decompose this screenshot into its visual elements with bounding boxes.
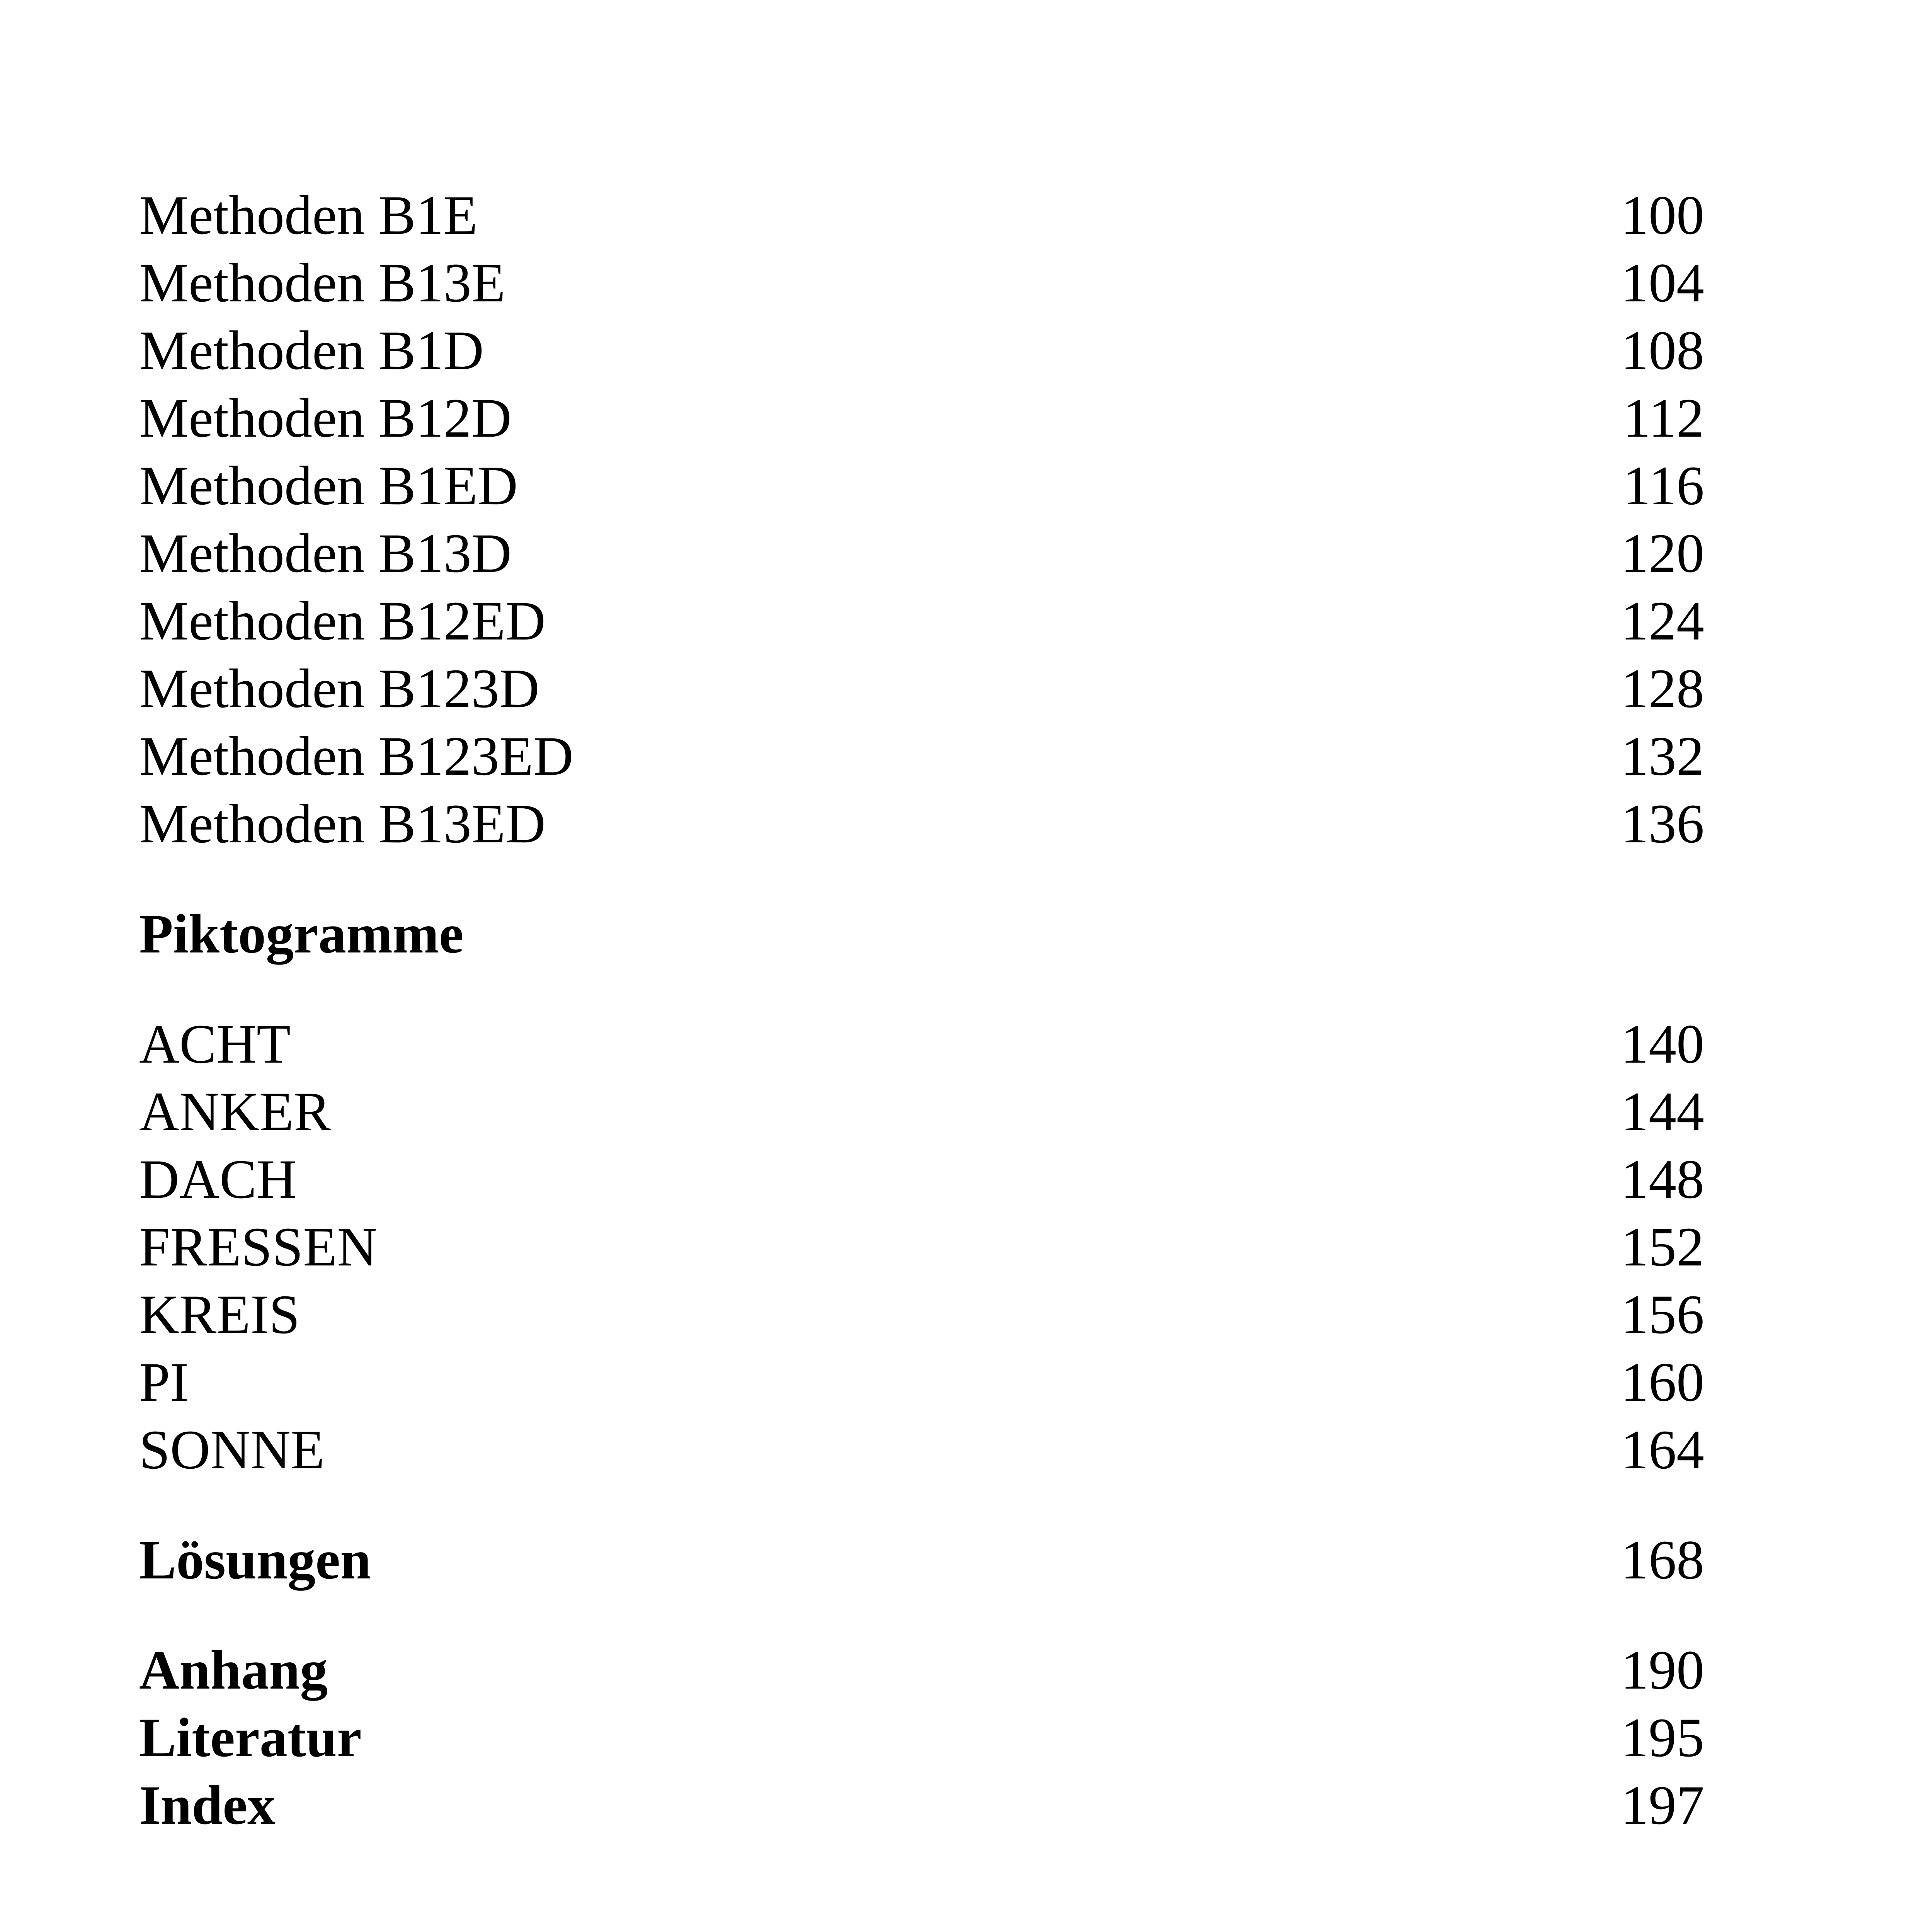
- toc-entry-page: 128: [1621, 658, 1704, 719]
- toc-entry: [139, 1704, 1704, 1772]
- toc-entry-page: 140: [1621, 1014, 1704, 1075]
- toc-entry-label: Methoden B13D: [139, 523, 512, 584]
- toc-entry: [139, 1078, 1704, 1146]
- toc-entry: [139, 1772, 1704, 1839]
- toc-entry: [139, 520, 1704, 587]
- toc-entry-page: 148: [1621, 1149, 1704, 1210]
- toc-entry: [139, 452, 1704, 520]
- toc-entry: [139, 1636, 1704, 1704]
- toc-entry-label: Methoden B1D: [139, 320, 484, 381]
- toc-entry: [139, 1213, 1704, 1281]
- toc-entry: [139, 587, 1704, 655]
- section-heading-piktogramme: [139, 900, 1704, 968]
- toc-entry-page: 152: [1621, 1216, 1704, 1278]
- toc-entry-label: Methoden B12D: [139, 388, 512, 449]
- toc-entry: [139, 1010, 1704, 1078]
- toc-entry: [139, 790, 1704, 858]
- section-heading-loesungen: [139, 1526, 1704, 1594]
- table-of-contents: [139, 182, 1704, 1839]
- toc-entry-label: Methoden B123ED: [139, 726, 573, 787]
- toc-entry: [139, 249, 1704, 317]
- piktogramme-section: [139, 1010, 1704, 1484]
- toc-entry-page: 190: [1621, 1639, 1704, 1701]
- toc-entry-page: 160: [1621, 1352, 1704, 1413]
- toc-entry-label: ANKER: [139, 1081, 331, 1143]
- appendix-section: [139, 1636, 1704, 1839]
- toc-entry-label: ACHT: [139, 1014, 291, 1075]
- toc-entry-label: Methoden B13ED: [139, 793, 546, 855]
- section-heading-label: Lösungen: [139, 1529, 371, 1591]
- toc-entry: [139, 655, 1704, 723]
- toc-entry-page: 144: [1621, 1081, 1704, 1143]
- toc-entry-label: Methoden B12ED: [139, 590, 546, 652]
- toc-entry-page: 197: [1621, 1775, 1704, 1836]
- toc-entry-page: 120: [1621, 523, 1704, 584]
- toc-entry-label: Methoden B13E: [139, 252, 505, 314]
- toc-entry-page: 104: [1621, 252, 1704, 314]
- toc-entry: [139, 1281, 1704, 1349]
- toc-entry-label: Anhang: [139, 1639, 328, 1701]
- toc-entry-page: 116: [1623, 455, 1704, 517]
- toc-entry-label: FRESSEN: [139, 1216, 378, 1278]
- toc-entry-page: 164: [1621, 1419, 1704, 1481]
- toc-entry-label: PI: [139, 1352, 189, 1413]
- methods-section: [139, 182, 1704, 858]
- toc-entry: [139, 317, 1704, 384]
- toc-entry-label: Methoden B123D: [139, 658, 539, 719]
- toc-entry-label: KREIS: [139, 1284, 300, 1345]
- toc-entry-page: 112: [1623, 388, 1704, 449]
- toc-entry-page: 100: [1621, 185, 1704, 246]
- toc-entry-page: 168: [1621, 1529, 1704, 1591]
- toc-entry: [139, 723, 1704, 790]
- toc-entry: [139, 182, 1704, 249]
- toc-entry-label: Literatur: [139, 1707, 362, 1769]
- toc-entry-page: 136: [1621, 793, 1704, 855]
- toc-entry-page: 124: [1621, 590, 1704, 652]
- toc-entry: [139, 384, 1704, 452]
- toc-entry-page: 132: [1621, 726, 1704, 787]
- toc-entry-page: 108: [1621, 320, 1704, 381]
- toc-entry-label: Methoden B1ED: [139, 455, 518, 517]
- toc-entry-label: Methoden B1E: [139, 185, 478, 246]
- toc-entry-label: Index: [139, 1775, 276, 1836]
- toc-entry: [139, 1416, 1704, 1484]
- toc-entry-page: 195: [1621, 1707, 1704, 1769]
- toc-entry-label: DACH: [139, 1149, 297, 1210]
- toc-entry-label: SONNE: [139, 1419, 325, 1481]
- toc-entry: [139, 1146, 1704, 1213]
- toc-entry: [139, 1349, 1704, 1416]
- toc-entry-page: 156: [1621, 1284, 1704, 1345]
- section-heading-label: Piktogramme: [139, 903, 464, 965]
